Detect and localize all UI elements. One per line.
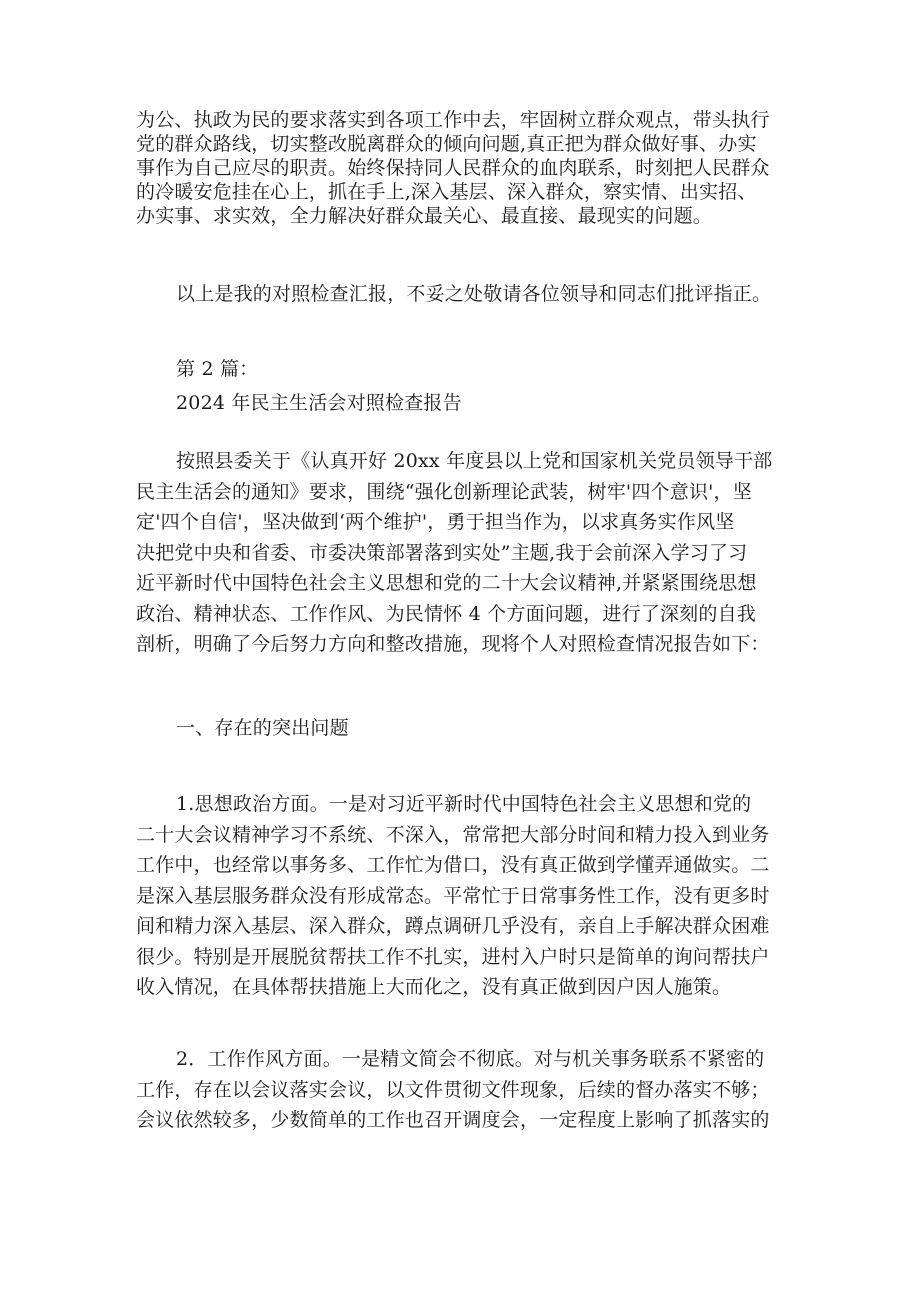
item2-paragraph (136, 1044, 796, 1136)
text-line: 近平新时代中国特色社会主义思想和党的二十大会议精神,并紧紧围绕思想 (136, 572, 757, 594)
continued-paragraph (136, 108, 796, 228)
text-line: 1.思想政治方面。一是对习近平新时代中国特色社会主义思想和党的 (176, 793, 752, 815)
text-line: 事作为自己应尽的职责。始终保持同人民群众的血肉联系，时刻把人民群众 (136, 157, 770, 179)
text-line: 党的群众路线，切实整改脱离群众的倾向问题,真正把为群众做好事、办实 (136, 133, 757, 155)
text-line: 收入情况，在具体帮扶措施上大而化之，没有真正做到因户因人施策。 (136, 976, 732, 998)
intro-paragraph (136, 446, 796, 660)
text-line: 二十大会议精神学习不系统、不深入，常常把大部分时间和精力投入到业务 (136, 823, 770, 846)
section-heading-block (136, 716, 836, 740)
text-line: 定'四个自信'，坚决做到‘两个维护'，勇于担当作为，以求真务实作风坚 (136, 511, 735, 533)
text-line: 工作，存在以会议落实会议，以文件贯彻文件现象，后续的督办落实不够； (136, 1078, 770, 1101)
text-line: 政治、精神状态、工作作风、为民情怀 4 个方面问题，进行了深刻的自我 (136, 602, 756, 625)
text-line: 是深入基层服务群众没有形成常态。平常忙于日常事务性工作，没有更多时 (136, 884, 770, 907)
text-line: 2．工作作风方面。一是精文简会不彻底。对与机关事务联系不紧密的 (176, 1048, 765, 1070)
text-line: 会议依然较多，少数简单的工作也召开调度会，一定程度上影响了抓落实的 (136, 1109, 770, 1131)
text-line: 决把党中央和省委、市委决策部署落到实处”主题,我于会前深入学习了习 (136, 541, 748, 564)
closing-line-block (136, 282, 836, 306)
text-line: 很少。特别是开展脱贫帮扶工作不扎实，进村入户时只是简单的询问帮扶户 (136, 945, 770, 968)
text-line: 民主生活会的通知》要求，围绕“强化创新理论武装，树牢'四个意识'，坚 (136, 480, 752, 503)
part-label: 第 2 篇： (176, 358, 259, 380)
text-line: 剖析，明确了今后努力方向和整改措施，现将个人对照检查情况报告如下： (136, 633, 770, 655)
closing-line: 以上是我的对照检查汇报，不妥之处敬请各位领导和同志们批评指正。 (176, 283, 772, 305)
text-line: 的冷暖安危挂在心上，抓在手上,深入基层、深入群众，察实情、出实招、 (136, 181, 757, 203)
item1-paragraph (136, 789, 796, 1003)
section-heading: 一、存在的突出问题 (176, 717, 349, 739)
text-line: 工作中，也经常以事务多、工作忙为借口，没有真正做到学懂弄通做实。二 (136, 854, 770, 876)
part-title: 2024 年民主生活会对照检查报告 (176, 392, 462, 414)
text-line: 办实事、求实效，全力解决好群众最关心、最直接、最现实的问题。 (136, 205, 713, 227)
text-line: 按照县委关于《认真开好 20xx 年度县以上党和国家机关党员领导干部 (176, 450, 773, 472)
text-line: 间和精力深入基层、深入群众，蹲点调研几乎没有，亲自上手解决群众困难 (136, 915, 770, 937)
text-line: 为公、执政为民的要求落实到各项工作中去，牢固树立群众观点，带头执行 (136, 109, 770, 131)
part-heading (136, 352, 836, 420)
